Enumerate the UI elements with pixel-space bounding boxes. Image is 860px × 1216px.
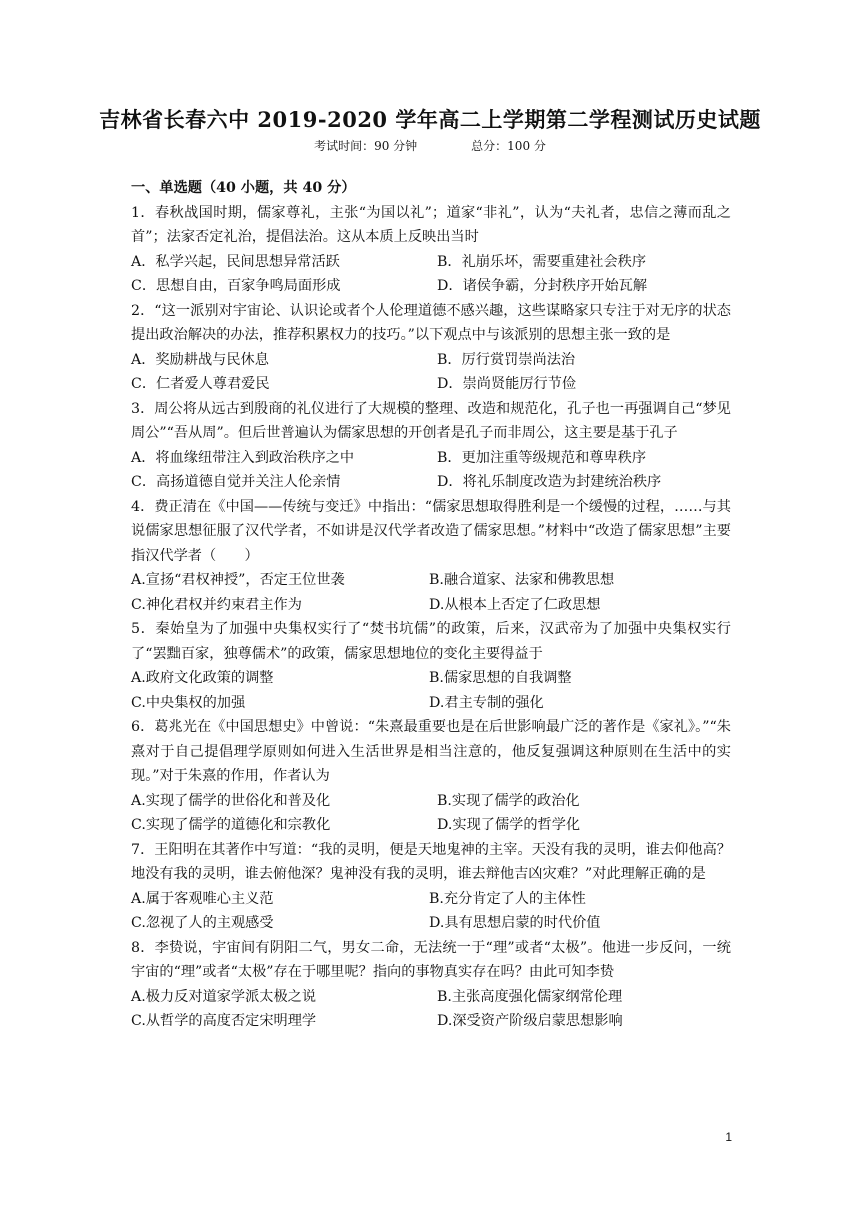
option-row [131, 274, 731, 299]
question-stem: 1．春秋战国时期，儒家尊礼，主张“为国以礼”；道家“非礼”，认为“夫礼者，忠信之薄而乱之首”；法家否定礼治，提倡法治。这从本质上反映出当时 [131, 204, 731, 245]
option-c: C.从哲学的高度否定宋明理学 [131, 1013, 317, 1029]
option-c: C.实现了儒学的道德化和宗教化 [131, 817, 331, 833]
option-c: C.忽视了人的主观感受 [131, 915, 274, 931]
question-stem: 3．周公将从远古到殷商的礼仪进行了大规模的整理、改造和规范化，孔子也一再强调自己“梦见周公”“吾从周”。但后世普遍认为儒家思想的开创者是孔子而非周公，这主要是基于孔子 [131, 400, 731, 441]
option-a: A．将血缘纽带注入到政治秩序之中 [131, 449, 355, 466]
option-a: A.极力反对道家学派太极之说 [131, 988, 317, 1005]
option-a: A.实现了儒学的世俗化和普及化 [131, 792, 331, 809]
option-b: B.充分肯定了人的主体性 [429, 890, 586, 907]
option-a: A．私学兴起，民间思想异常活跃 [131, 253, 340, 270]
question-stem: 6．葛兆光在《中国思想史》中曾说：“朱熹最重要也是在后世影响最广泛的著作是《家礼》。”“朱熹对于自己提倡理学原则如何进入生活世界是相当注意的，他反复强调这种原则在生活中的实现。”对于朱熹的作用，作者认为 [131, 719, 731, 784]
question-stem: 7．王阳明在其著作中写道：“我的灵明，便是天地鬼神的主宰。天没有我的灵明，谁去仰他高？地没有我的灵明，谁去俯他深？鬼神没有我的灵明，谁去辩他吉凶灾难？”对此理解正确的是 [131, 841, 731, 882]
exam-meta [0, 137, 860, 154]
exam-time: 考试时间：90 分钟 [314, 139, 418, 153]
option-b: B．更加注重等级规范和尊卑秩序 [437, 449, 647, 466]
page-number: 1 [725, 1130, 732, 1144]
option-b: B.实现了儒学的政治化 [437, 792, 580, 809]
option-d: D．诸侯争霸，分封秩序开始瓦解 [437, 278, 648, 294]
option-row [131, 789, 731, 814]
option-b: B．礼崩乐坏，需要重建社会秩序 [437, 253, 647, 270]
option-row [131, 568, 731, 593]
option-row [131, 666, 731, 691]
option-b: B.儒家思想的自我调整 [429, 670, 572, 686]
option-d: D.具有思想启蒙的时代价值 [429, 915, 601, 931]
option-c: C．高扬道德自觉并关注人伦亲情 [131, 474, 341, 490]
option-row [131, 446, 731, 471]
question-5 [131, 617, 731, 715]
option-b: B.融合道家、法家和佛教思想 [429, 572, 615, 588]
question-stem: 4．费正清在《中国——传统与变迁》中指出：“儒家思想取得胜利是一个缓慢的过程，……与其说儒家思想征服了汉代学者，不如讲是汉代学者改造了儒家思想。”材料中“改造了儒家思想”主要指汉代学者（ ） [131, 498, 731, 564]
question-7 [131, 838, 731, 936]
section-heading: 一、单选题（40 小题，共 40 分） [131, 180, 356, 196]
option-b: B.主张高度强化儒家纲常伦理 [437, 988, 623, 1005]
option-d: D.从根本上否定了仁政思想 [429, 596, 601, 613]
option-row [131, 372, 731, 397]
option-row [131, 813, 731, 838]
question-6 [131, 715, 731, 838]
total-score: 总分：100 分 [471, 139, 546, 153]
option-d: D.君主专制的强化 [429, 694, 544, 711]
option-c: C．思想自由，百家争鸣局面形成 [131, 278, 341, 294]
option-row [131, 250, 731, 275]
option-row [131, 470, 731, 495]
option-row [131, 985, 731, 1010]
option-d: D.深受资产阶级启蒙思想影响 [437, 1013, 623, 1029]
option-a: A.属于客观唯心主义范 [131, 890, 274, 907]
option-row [131, 348, 731, 373]
question-4 [131, 495, 731, 618]
option-row [131, 911, 731, 936]
option-row [131, 887, 731, 912]
option-d: D．崇尚贤能厉行节俭 [437, 376, 577, 392]
option-row [131, 1009, 731, 1034]
exam-content [131, 176, 731, 1034]
question-3 [131, 397, 731, 495]
option-c: C．仁者爱人尊君爱民 [131, 376, 270, 392]
option-a: A.政府文化政策的调整 [131, 670, 274, 686]
question-stem: 2．“这一派别对宇宙论、认识论或者个人伦理道德不感兴趣，这些谋略家只专注于对无序的状态提出政治解决的办法，推荐积累权力的技巧。”以下观点中与该派别的思想主张一致的是 [131, 302, 731, 343]
question-stem: 8．李贽说，宇宙间有阴阳二气，男女二命，无法统一于“理”或者“太极”。他进一步反问，一统宇宙的“理”或者“太极”存在于哪里呢？指向的事物真实存在吗？由此可知李贽 [131, 939, 731, 980]
option-d: D．将礼乐制度改造为封建统治秩序 [437, 474, 662, 490]
option-d: D.实现了儒学的哲学化 [437, 817, 581, 833]
option-a: A.宣扬“君权神授”，否定王位世袭 [131, 572, 345, 588]
question-2 [131, 299, 731, 397]
option-c: C.中央集权的加强 [131, 694, 246, 711]
option-c: C.神化君权并约束君主作为 [131, 596, 302, 613]
option-b: B．厉行赏罚崇尚法治 [437, 351, 576, 368]
question-1 [131, 201, 731, 299]
exam-title: 吉林省长春六中 2019-2020 学年高二上学期第二学程测试历史试题 [99, 107, 761, 132]
question-8 [131, 936, 731, 1034]
option-a: A．奖励耕战与民休息 [131, 351, 269, 368]
option-row [131, 593, 731, 618]
option-row [131, 691, 731, 716]
question-stem: 5．秦始皇为了加强中央集权实行了“焚书坑儒”的政策，后来，汉武帝为了加强中央集权实行了“罢黜百家，独尊儒术”的政策，儒家思想地位的变化主要得益于 [131, 621, 731, 662]
